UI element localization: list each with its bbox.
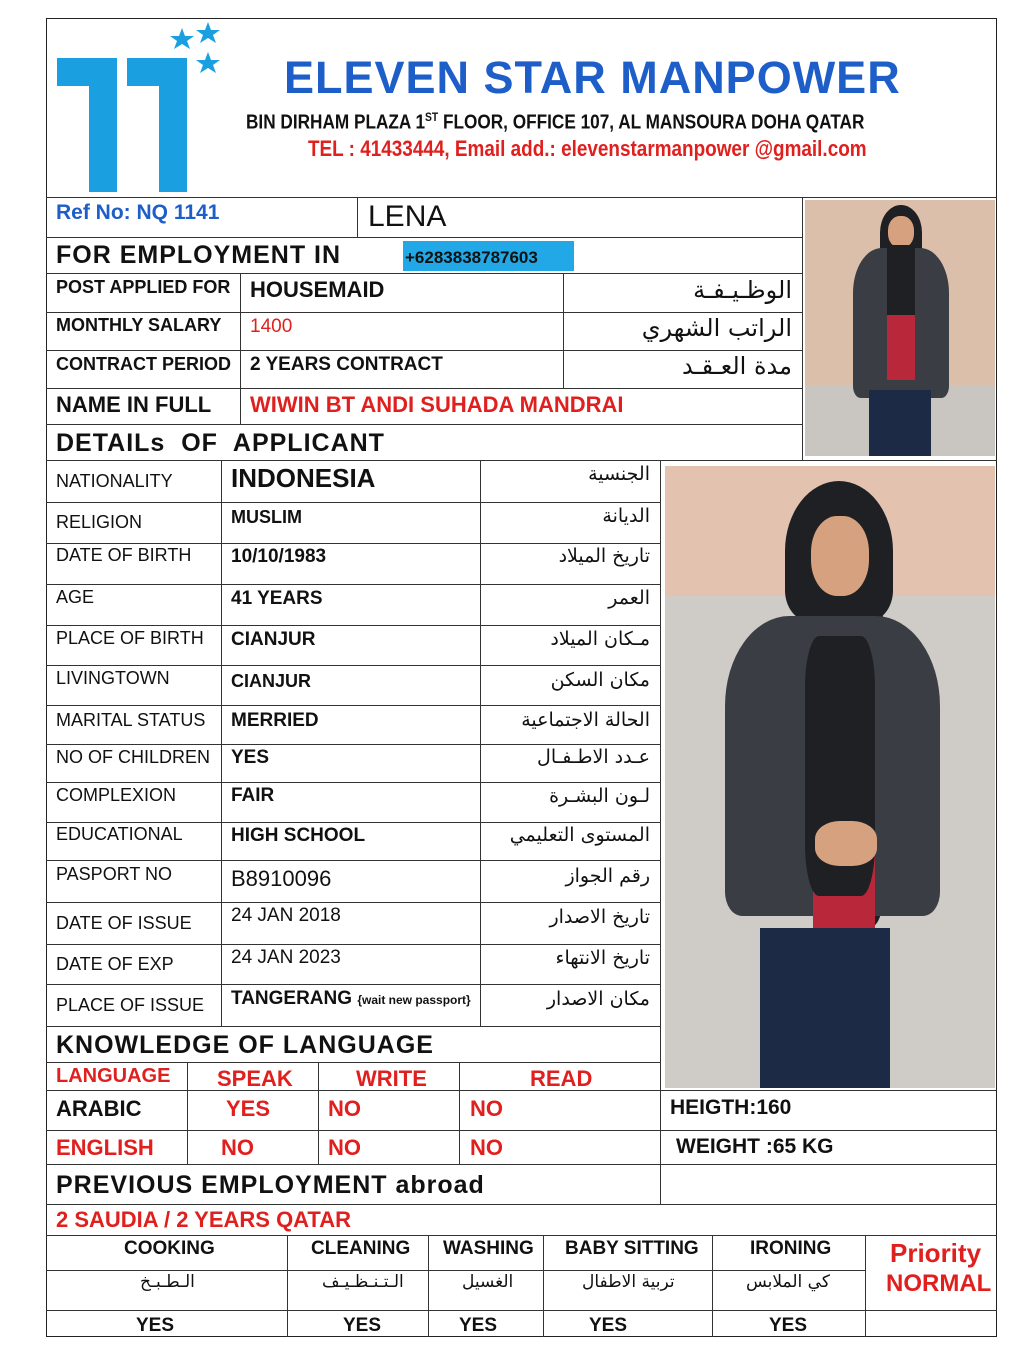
- applicant-photo-small: [805, 200, 995, 456]
- lang-english-read: NO: [470, 1135, 503, 1160]
- skill-label: COOKING: [124, 1238, 215, 1259]
- detail-label: DATE OF BIRTH: [56, 545, 192, 565]
- lang-english: ENGLISH: [56, 1135, 154, 1160]
- contract-value: 2 YEARS CONTRACT: [250, 354, 443, 375]
- detail-arabic: عـدد الاطـفـال: [537, 746, 650, 768]
- detail-label: PLACE OF ISSUE: [56, 995, 205, 1015]
- detail-arabic: الجنسية: [588, 463, 650, 485]
- lang-arabic-speak: YES: [226, 1096, 271, 1121]
- name-label: NAME IN FULL: [56, 392, 212, 417]
- detail-label: MARITAL STATUS: [56, 710, 206, 730]
- employment-label: FOR EMPLOYMENT IN: [56, 241, 342, 269]
- lang-arabic: ARABIC: [56, 1096, 142, 1121]
- detail-value: INDONESIA: [231, 463, 376, 493]
- issue-place: TANGERANG: [231, 988, 353, 1009]
- skill-value: YES: [136, 1315, 175, 1336]
- detail-arabic: المستوى التعليمي: [509, 824, 650, 846]
- previous-title: PREVIOUS EMPLOYMENT abroad: [56, 1171, 485, 1199]
- lang-arabic-write: NO: [328, 1096, 361, 1121]
- address-sup: ST: [425, 110, 439, 124]
- lang-arabic-read: NO: [470, 1096, 503, 1121]
- skill-value: YES: [459, 1315, 498, 1336]
- detail-arabic: مكان الاصدار: [546, 988, 650, 1010]
- skill-arabic: كي الملابس: [746, 1272, 830, 1292]
- detail-value: CIANJUR: [231, 671, 312, 691]
- skill-value: YES: [343, 1315, 382, 1336]
- contract-arabic: مدة العـقـد: [681, 352, 792, 380]
- previous-value: 2 SAUDIA / 2 YEARS QATAR: [56, 1207, 352, 1232]
- applicant-photo-large: [665, 466, 995, 1088]
- detail-value: B8910096: [231, 866, 332, 891]
- detail-label: RELIGION: [56, 512, 143, 532]
- detail-arabic: لـون البشـرة: [549, 785, 650, 807]
- contact-text: TEL : 41433444, Email add.: elevenstarmanpower @gmail.com: [308, 136, 867, 161]
- details-title: DETAILs OF APPLICANT: [56, 429, 385, 457]
- detail-value: 24 JAN 2023: [231, 947, 341, 968]
- detail-label: DATE OF ISSUE: [56, 913, 192, 933]
- phone-number: +6283838787603: [405, 248, 538, 267]
- detail-arabic: تاريخ الاصدار: [549, 906, 650, 928]
- skill-value: YES: [589, 1315, 628, 1336]
- detail-value: FAIR: [231, 785, 275, 806]
- detail-label: DATE OF EXP: [56, 954, 174, 974]
- lang-header-language: LANGUAGE: [56, 1065, 171, 1087]
- detail-value: [231, 988, 471, 1010]
- detail-label: PLACE OF BIRTH: [56, 628, 204, 648]
- detail-arabic: مكان السكن: [550, 669, 650, 691]
- salary-arabic: الراتب الشهري: [641, 314, 792, 342]
- post-value: HOUSEMAID: [250, 277, 385, 302]
- address-rest: FLOOR, OFFICE 107, AL MANSOURA DOHA QATAR: [438, 111, 865, 134]
- address-text: BIN DIRHAM PLAZA 1: [246, 111, 426, 134]
- lang-english-speak: NO: [221, 1135, 254, 1160]
- company-name: ELEVEN STAR MANPOWER: [284, 52, 901, 103]
- lang-header-read: READ: [530, 1066, 593, 1091]
- weight-value: WEIGHT :65 KG: [676, 1135, 834, 1158]
- contract-label: CONTRACT PERIOD: [56, 354, 231, 374]
- skill-arabic: الـطـبـخ: [140, 1272, 195, 1292]
- detail-arabic: الحالة الاجتماعية: [521, 709, 650, 731]
- detail-value: 41 YEARS: [231, 588, 323, 609]
- detail-arabic: الديانة: [602, 505, 650, 527]
- height-value: HEIGTH:160: [670, 1096, 792, 1119]
- priority-label: Priority: [890, 1238, 982, 1268]
- detail-value: 24 JAN 2018: [231, 905, 341, 926]
- detail-label: NATIONALITY: [56, 471, 173, 491]
- detail-label: PASPORT NO: [56, 864, 173, 884]
- full-name: WIWIN BT ANDI SUHADA MANDRAI: [250, 392, 624, 417]
- skill-arabic: تربية الاطفال: [582, 1272, 675, 1292]
- post-arabic: الوظـيـفـة: [693, 276, 792, 304]
- detail-arabic: العمر: [608, 587, 650, 609]
- detail-value: MERRIED: [231, 710, 319, 731]
- detail-arabic: رقم الجواز: [565, 865, 650, 887]
- detail-label: AGE: [56, 587, 95, 607]
- lang-english-write: NO: [328, 1135, 361, 1160]
- detail-arabic: مـكان الميلاد: [550, 628, 650, 650]
- lang-header-write: WRITE: [356, 1066, 427, 1091]
- skill-value: YES: [769, 1315, 808, 1336]
- salary-label: MONTHLY SALARY: [56, 315, 222, 335]
- nickname: LENA: [368, 200, 447, 233]
- skill-label: BABY SITTING: [565, 1238, 699, 1259]
- ref-number: Ref No: NQ 1141: [56, 201, 220, 224]
- issue-note: {wait new passport}: [357, 993, 471, 1007]
- detail-arabic: تاريخ الميلاد: [558, 545, 650, 567]
- skill-label: CLEANING: [311, 1238, 411, 1259]
- skill-arabic: الغسيل: [462, 1272, 514, 1292]
- detail-label: EDUCATIONAL: [56, 824, 183, 844]
- detail-value: YES: [231, 747, 270, 768]
- detail-label: COMPLEXION: [56, 785, 177, 805]
- detail-label: NO OF CHILDREN: [56, 747, 211, 767]
- skill-label: IRONING: [750, 1238, 832, 1259]
- salary-value: 1400: [250, 316, 293, 337]
- lang-header-speak: SPEAK: [217, 1066, 293, 1091]
- skill-label: WASHING: [443, 1238, 534, 1259]
- detail-arabic: تاريخ الانتهاء: [555, 947, 650, 969]
- priority-value: NORMAL: [886, 1270, 992, 1297]
- detail-value: 10/10/1983: [231, 546, 327, 567]
- detail-value: CIANJUR: [231, 629, 316, 650]
- detail-value: MUSLIM: [231, 507, 302, 527]
- skill-arabic: الـتـنـظـيـف: [322, 1272, 404, 1292]
- post-label: POST APPLIED FOR: [56, 277, 231, 297]
- detail-label: LIVINGTOWN: [56, 668, 170, 688]
- language-title: KNOWLEDGE OF LANGUAGE: [56, 1031, 434, 1059]
- detail-value: HIGH SCHOOL: [231, 825, 366, 846]
